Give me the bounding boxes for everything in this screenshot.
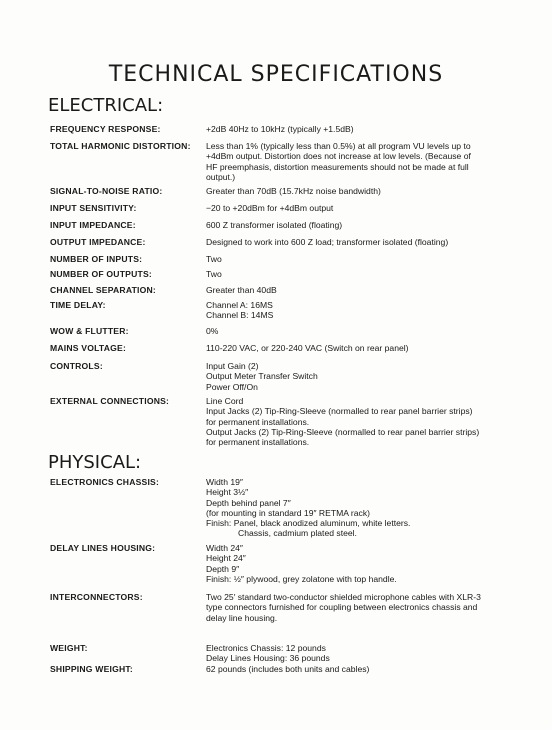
spec-label: CHANNEL SEPARATION: (50, 285, 156, 295)
spec-value-line: HF preemphasis, distortion measurements should not be made at full (206, 161, 469, 172)
spec-value-line: 110-220 VAC, or 220-240 VAC (Switch on rear panel) (206, 343, 409, 353)
spec-label: NUMBER OF OUTPUTS: (50, 269, 152, 279)
section-heading-electrical: ELECTRICAL: (48, 95, 164, 116)
spec-value-line: +4dBm output. Distortion does not increase at low levels. (Because of (206, 151, 471, 162)
spec-value (206, 477, 511, 539)
spec-value-line: +2dB 40Hz to 10kHz (typically +1.5dB) (206, 124, 354, 134)
spec-value (206, 203, 511, 213)
spec-label: OUTPUT IMPEDANCE: (50, 237, 146, 247)
spec-value-line: Two 25′ standard two-conductor shielded microphone cables with XLR-3 (206, 592, 481, 602)
spec-label: NUMBER OF INPUTS: (50, 254, 143, 264)
spec-value-line: 600 Z transformer isolated (floating) (206, 220, 343, 230)
spec-value-line: Depth behind panel 7″ (206, 497, 291, 508)
spec-value-line: Two (206, 254, 222, 264)
spec-value-line: 62 pounds (includes both units and cables) (206, 664, 370, 674)
spec-value (206, 343, 511, 353)
spec-value (206, 643, 511, 664)
spec-value-line: −20 to +20dBm for +4dBm output (206, 203, 334, 213)
spec-value (206, 592, 511, 623)
spec-label: EXTERNAL CONNECTIONS: (50, 396, 170, 406)
spec-value-line: Line Cord (206, 396, 244, 406)
spec-value (206, 237, 511, 247)
spec-value-line: Output Jacks (2) Tip-Ring-Sleeve (normalled to rear panel barrier strips) (206, 426, 480, 437)
spec-value (206, 220, 511, 230)
spec-value (206, 186, 511, 196)
spec-value (206, 269, 511, 279)
spec-value (206, 396, 511, 447)
spec-value-line: Width 19″ (206, 477, 243, 487)
spec-value-line: Chassis, cadmium plated steel. (238, 528, 357, 539)
spec-value-line: output.) (206, 171, 236, 182)
spec-value-line: Input Jacks (2) Tip-Ring-Sleeve (normalled to rear panel barrier strips) (206, 406, 473, 417)
spec-value-line: Two (206, 269, 222, 279)
page-title: TECHNICAL SPECIFICATIONS (108, 62, 444, 87)
spec-value-line: type connectors furnished for coupling between electronics chassis and (206, 602, 478, 613)
spec-value-line: 0% (206, 326, 219, 336)
section-heading-physical: PHYSICAL: (48, 452, 142, 473)
spec-label: FREQUENCY RESPONSE: (50, 124, 161, 134)
spec-label: SIGNAL-TO-NOISE RATIO: (50, 186, 163, 196)
spec-value-line: Greater than 40dB (206, 285, 277, 295)
spec-value (206, 300, 511, 321)
spec-value (206, 361, 511, 392)
spec-value-line: delay line housing. (206, 612, 278, 623)
spec-value-line: Electronics Chassis: 12 pounds (206, 643, 326, 653)
spec-value-line: Height 24″ (206, 553, 246, 564)
spec-value-line: for permanent installations. (206, 416, 310, 427)
spec-value-line: Delay Lines Housing: 36 pounds (206, 653, 330, 664)
spec-value-line: for permanent installations. (206, 437, 310, 448)
spec-value-line: Channel A: 16MS (206, 300, 273, 310)
spec-label: TOTAL HARMONIC DISTORTION: (50, 141, 191, 151)
spec-value-line: (for mounting in standard 19″ RETMA rack) (206, 507, 371, 518)
spec-value-line: Power Off/On (206, 381, 258, 392)
spec-label: DELAY LINES HOUSING: (50, 543, 156, 553)
spec-value (206, 124, 511, 134)
spec-value (206, 543, 511, 584)
spec-value-line: Less than 1% (typically less than 0.5%) at all program VU levels up to (206, 141, 471, 151)
spec-value-line: Finish: ½″ plywood, grey zolatone with top handle. (206, 573, 397, 584)
spec-value (206, 326, 511, 336)
spec-value-line: Depth 9″ (206, 563, 240, 574)
spec-value (206, 141, 511, 182)
spec-value-line: Finish: Panel, black anodized aluminum, white letters. (206, 518, 411, 529)
spec-value-line: Height 3½″ (206, 487, 249, 498)
spec-value (206, 285, 511, 295)
spec-label: CONTROLS: (50, 361, 103, 371)
spec-label: INTERCONNECTORS: (50, 592, 143, 602)
spec-value (206, 664, 511, 674)
spec-label: MAINS VOLTAGE: (50, 343, 127, 353)
spec-label: WEIGHT: (50, 643, 88, 653)
spec-label: ELECTRONICS CHASSIS: (50, 477, 160, 487)
spec-value-line: Greater than 70dB (15.7kHz noise bandwidth) (206, 186, 381, 196)
spec-label: TIME DELAY: (50, 300, 106, 310)
spec-label: WOW & FLUTTER: (50, 326, 129, 336)
spec-value-line: Width 24″ (206, 543, 243, 553)
spec-value-line: Input Gain (2) (206, 361, 259, 371)
spec-value-line: Channel B: 14MS (206, 310, 274, 321)
spec-value-line: Designed to work into 600 Z load; transformer isolated (floating) (206, 237, 449, 247)
spec-label: INPUT SENSITIVITY: (50, 203, 137, 213)
spec-label: INPUT IMPEDANCE: (50, 220, 136, 230)
spec-label: SHIPPING WEIGHT: (50, 664, 133, 674)
spec-value-line: Output Meter Transfer Switch (206, 371, 318, 382)
spec-value (206, 254, 511, 264)
